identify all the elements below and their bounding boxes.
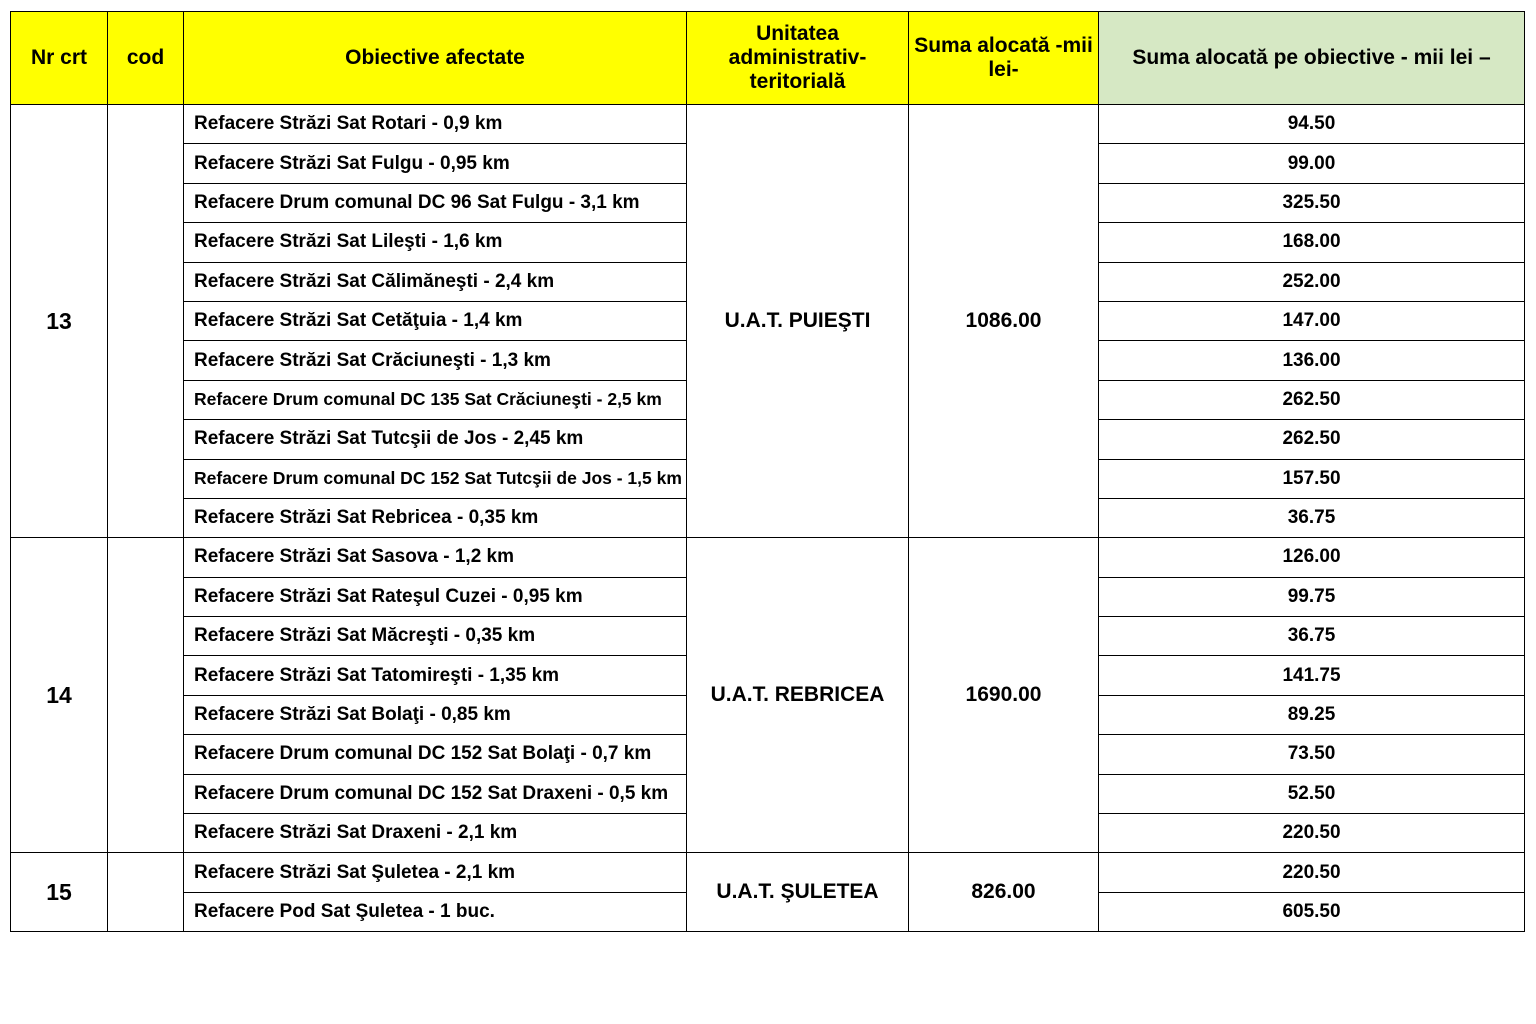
suma-obiectiv-cell: 94.50 [1099, 105, 1525, 144]
table-row [11, 538, 1525, 577]
nr-crt-cell: 14 [11, 538, 108, 853]
suma-obiectiv-cell: 605.50 [1099, 892, 1525, 931]
suma-obiectiv-cell: 136.00 [1099, 341, 1525, 380]
cod-cell [108, 853, 184, 932]
suma-alocata-cell: 826.00 [909, 853, 1099, 932]
suma-obiectiv-cell: 157.50 [1099, 459, 1525, 498]
obiectiv-cell: Refacere Drum comunal DC 96 Sat Fulgu - 3,1 km [184, 183, 687, 222]
header-suma-obiective: Suma alocată pe obiective - mii lei – [1099, 12, 1525, 105]
suma-obiectiv-cell: 89.25 [1099, 695, 1525, 734]
obiectiv-cell: Refacere Străzi Sat Rotari - 0,9 km [184, 105, 687, 144]
suma-obiectiv-cell: 99.00 [1099, 144, 1525, 183]
table-row [11, 853, 1525, 892]
obiectiv-cell: Refacere Străzi Sat Călimăneşti - 2,4 km [184, 262, 687, 301]
suma-obiectiv-cell: 168.00 [1099, 223, 1525, 262]
suma-obiectiv-cell: 36.75 [1099, 498, 1525, 537]
uat-cell: U.A.T. REBRICEA [687, 538, 909, 853]
obiectiv-cell: Refacere Străzi Sat Crăciuneşti - 1,3 km [184, 341, 687, 380]
obiectiv-cell: Refacere Drum comunal DC 152 Sat Bolaţi - 0,7 km [184, 735, 687, 774]
uat-cell: U.A.T. ŞULETEA [687, 853, 909, 932]
table-header [11, 12, 1525, 105]
obiectiv-cell: Refacere Drum comunal DC 135 Sat Crăciuneşti - 2,5 km [184, 380, 687, 419]
suma-obiectiv-cell: 141.75 [1099, 656, 1525, 695]
obiectiv-cell: Refacere Străzi Sat Lileşti - 1,6 km [184, 223, 687, 262]
cod-cell [108, 105, 184, 538]
obiectiv-cell: Refacere Străzi Sat Tutcşii de Jos - 2,45 km [184, 420, 687, 459]
header-cod: cod [108, 12, 184, 105]
obiectiv-cell: Refacere Străzi Sat Rebricea - 0,35 km [184, 498, 687, 537]
header-obiective: Obiective afectate [184, 12, 687, 105]
suma-obiectiv-cell: 126.00 [1099, 538, 1525, 577]
obiectiv-cell: Refacere Drum comunal DC 152 Sat Tutcşii de Jos - 1,5 km [184, 459, 687, 498]
suma-obiectiv-cell: 73.50 [1099, 735, 1525, 774]
uat-cell: U.A.T. PUIEŞTI [687, 105, 909, 538]
suma-obiectiv-cell: 36.75 [1099, 617, 1525, 656]
header-unitatea: Unitatea administrativ-teritorială [687, 12, 909, 105]
cod-cell [108, 538, 184, 853]
suma-obiectiv-cell: 252.00 [1099, 262, 1525, 301]
header-suma: Suma alocată -mii lei- [909, 12, 1099, 105]
obiectiv-cell: Refacere Străzi Sat Măcreşti - 0,35 km [184, 617, 687, 656]
obiectiv-cell: Refacere Pod Sat Şuletea - 1 buc. [184, 892, 687, 931]
obiectiv-cell: Refacere Străzi Sat Draxeni - 2,1 km [184, 814, 687, 853]
allocation-table [10, 11, 1525, 932]
obiectiv-cell: Refacere Străzi Sat Cetăţuia - 1,4 km [184, 301, 687, 340]
header-nr-crt: Nr crt [11, 12, 108, 105]
suma-obiectiv-cell: 220.50 [1099, 853, 1525, 892]
suma-obiectiv-cell: 262.50 [1099, 420, 1525, 459]
suma-obiectiv-cell: 52.50 [1099, 774, 1525, 813]
obiectiv-cell: Refacere Străzi Sat Sasova - 1,2 km [184, 538, 687, 577]
nr-crt-cell: 15 [11, 853, 108, 932]
suma-obiectiv-cell: 147.00 [1099, 301, 1525, 340]
obiectiv-cell: Refacere Străzi Sat Tatomireşti - 1,35 km [184, 656, 687, 695]
obiectiv-cell: Refacere Străzi Sat Fulgu - 0,95 km [184, 144, 687, 183]
obiectiv-cell: Refacere Drum comunal DC 152 Sat Draxeni - 0,5 km [184, 774, 687, 813]
obiectiv-cell: Refacere Străzi Sat Şuletea - 2,1 km [184, 853, 687, 892]
obiectiv-cell: Refacere Străzi Sat Bolaţi - 0,85 km [184, 695, 687, 734]
table-row [11, 105, 1525, 144]
suma-obiectiv-cell: 220.50 [1099, 814, 1525, 853]
suma-alocata-cell: 1690.00 [909, 538, 1099, 853]
suma-obiectiv-cell: 325.50 [1099, 183, 1525, 222]
suma-obiectiv-cell: 262.50 [1099, 380, 1525, 419]
nr-crt-cell: 13 [11, 105, 108, 538]
table-body [11, 105, 1525, 932]
suma-obiectiv-cell: 99.75 [1099, 577, 1525, 616]
suma-alocata-cell: 1086.00 [909, 105, 1099, 538]
obiectiv-cell: Refacere Străzi Sat Rateşul Cuzei - 0,95 km [184, 577, 687, 616]
